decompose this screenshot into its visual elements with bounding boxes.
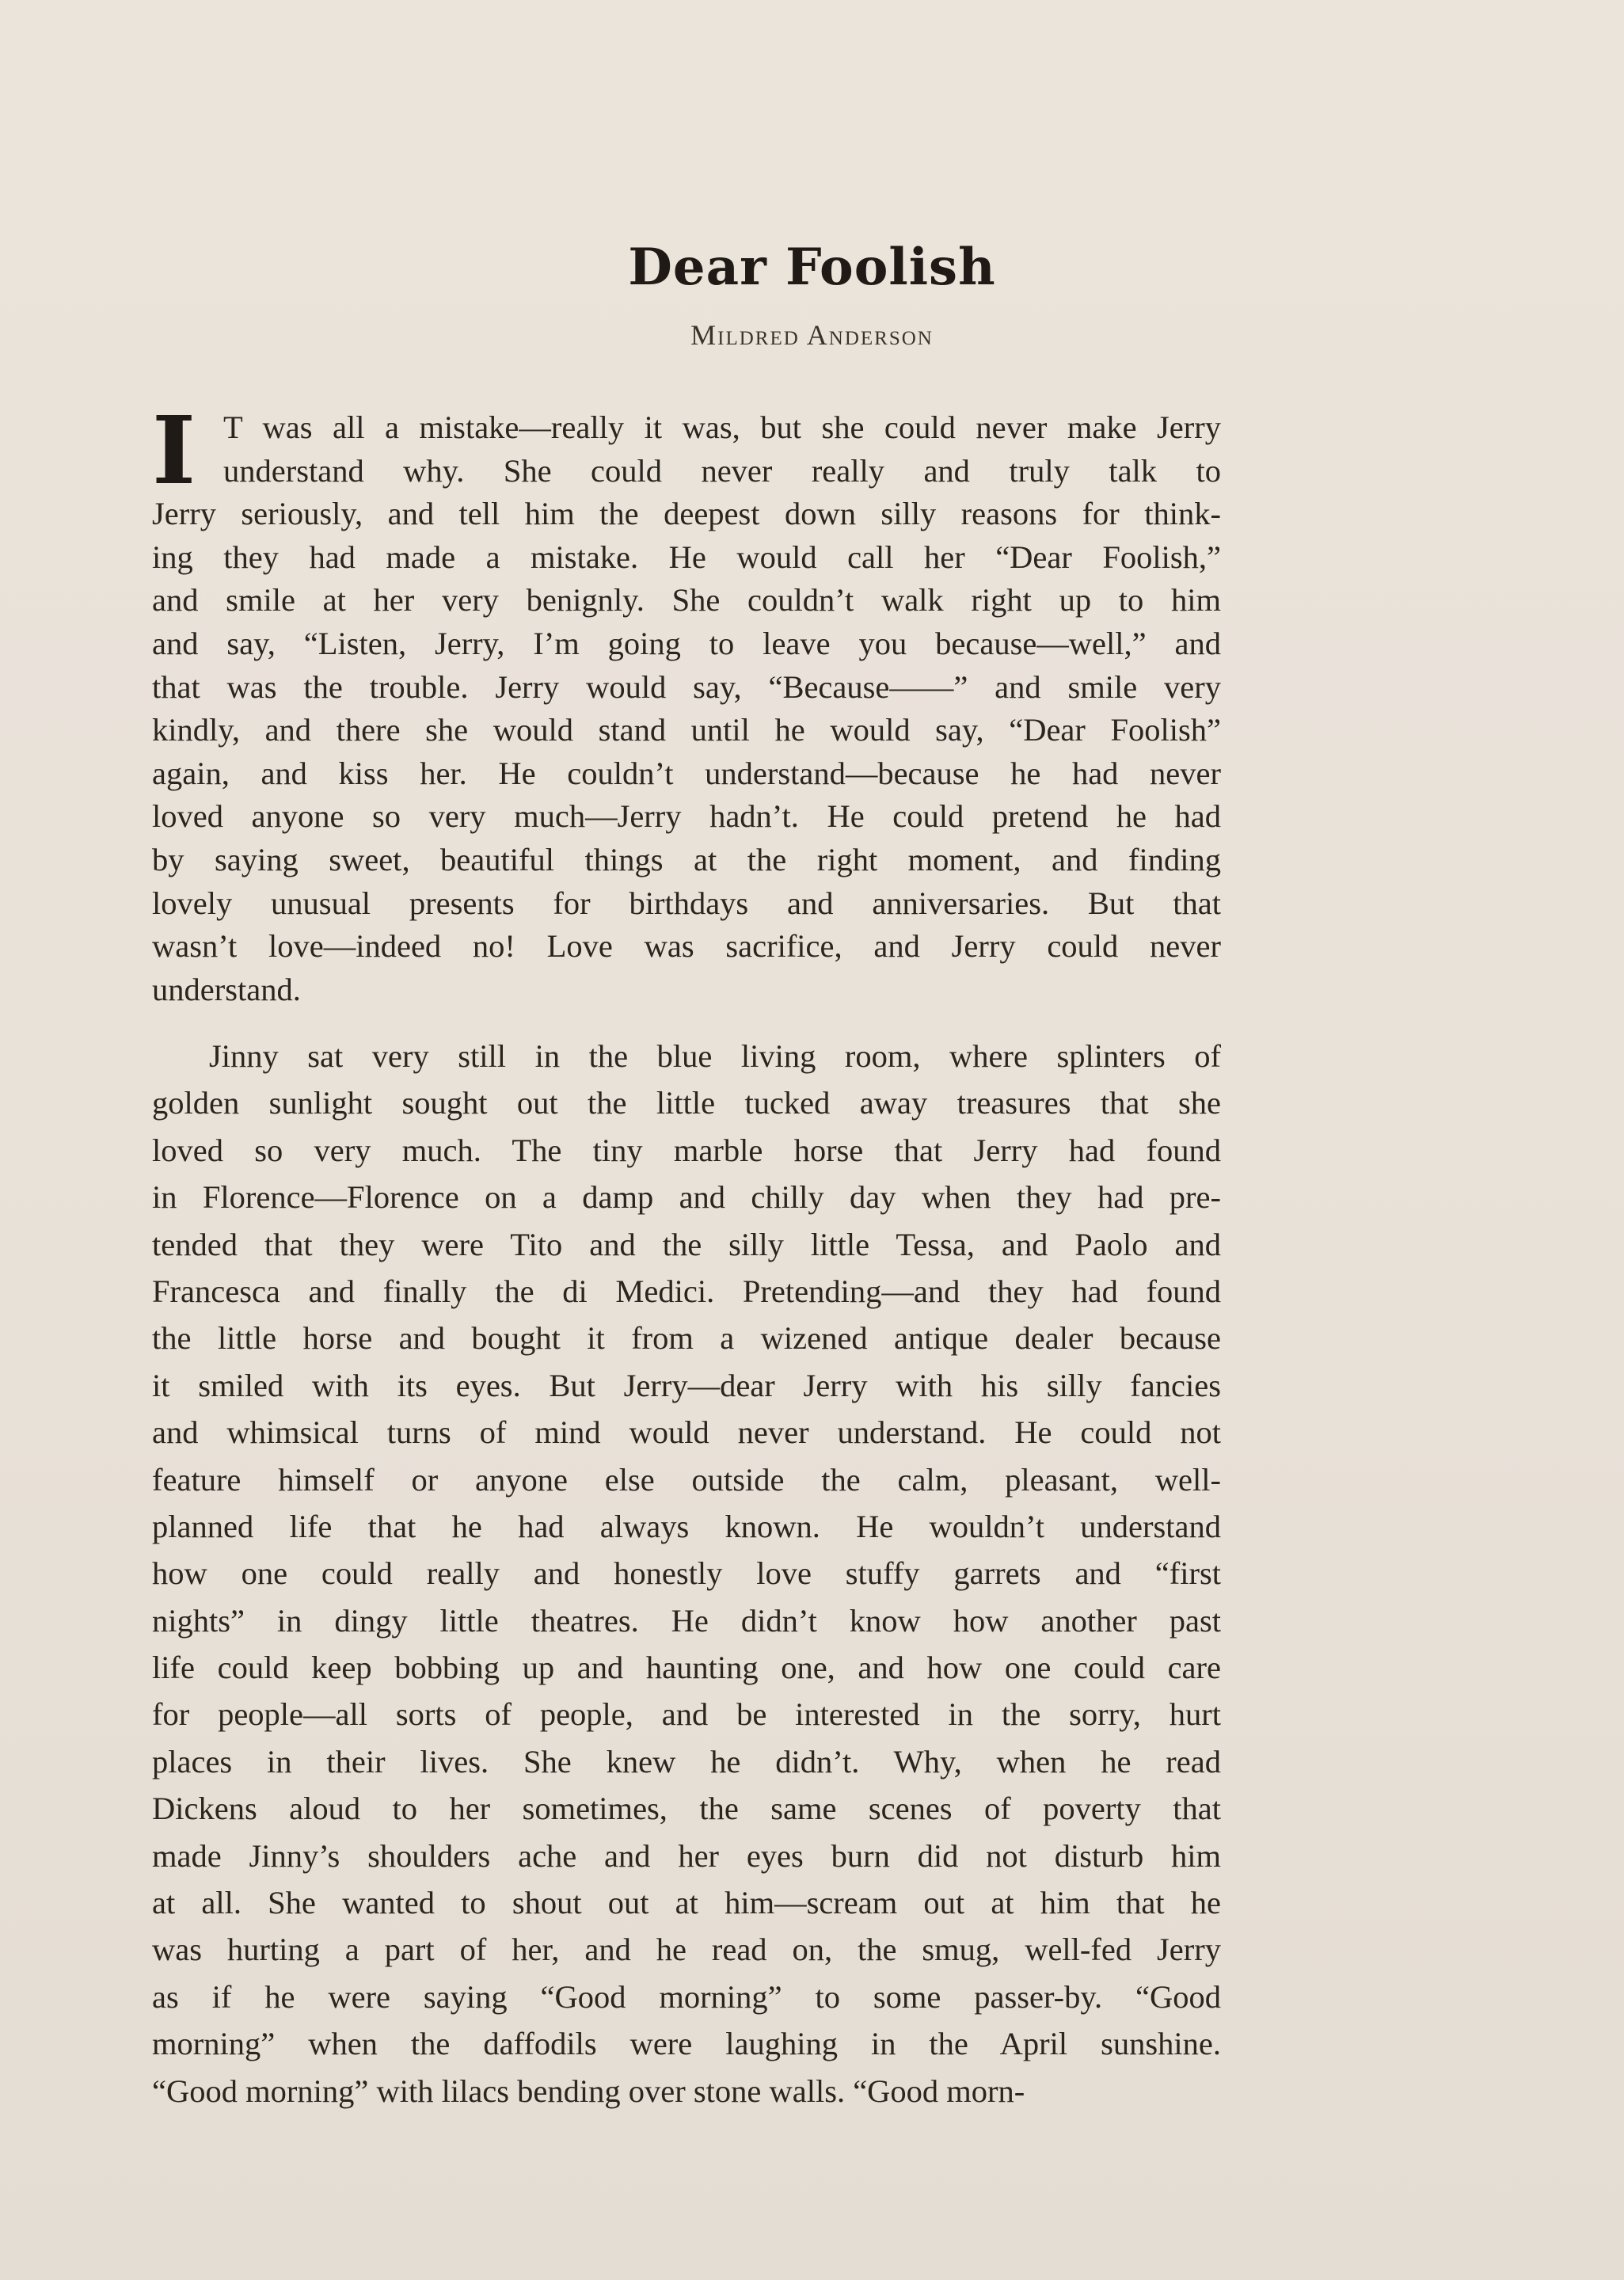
text-line: nights” in dingy little theatres. He didn’t know how another past xyxy=(152,1602,1221,1639)
text-line: places in their lives. She knew he didn’t. Why, when he read xyxy=(152,1743,1221,1779)
text-line: golden sunlight sought out the little tucked away treasures that she xyxy=(152,1085,1221,1121)
text-line: that was the trouble. Jerry would say, “Because——” and smile very xyxy=(152,668,1221,705)
story-title: Dear Foolish xyxy=(628,238,996,297)
text-line: planned life that he had always known. He wouldn’t understand xyxy=(152,1508,1221,1544)
text-line: Jerry seriously, and tell him the deepest down silly reasons for think- xyxy=(152,496,1221,532)
text-line: wasn’t love—indeed no! Love was sacrifice, and Jerry could never xyxy=(152,928,1221,965)
text-line: and whimsical turns of mind would never understand. He could not xyxy=(152,1414,1221,1451)
text-line: T was all a mistake—really it was, but she could never make Jerry xyxy=(223,409,1221,445)
text-line: “Good morning” with lilacs bending over stone walls. “Good morn- xyxy=(152,2073,1025,2109)
text-line: Francesca and finally the di Medici. Pretending—and they had found xyxy=(152,1273,1221,1309)
text-line: morning” when the daffodils were laughing in the April sunshine. xyxy=(152,2026,1221,2062)
text-line: understand why. She could never really and truly talk to xyxy=(223,452,1221,489)
text-line: kindly, and there she would stand until he would say, “Dear Foolish” xyxy=(152,712,1221,748)
text-line: by saying sweet, beautiful things at the right moment, and finding xyxy=(152,841,1221,877)
text-line: life could keep bobbing up and haunting one, and how one could care xyxy=(152,1650,1221,1686)
text-line: at all. She wanted to shout out at him—scream out at him that he xyxy=(152,1885,1221,1921)
text-line: for people—all sorts of people, and be interested in the sorry, hurt xyxy=(152,1696,1221,1733)
text-line: was hurting a part of her, and he read on, the smug, well-fed Jerry xyxy=(152,1932,1221,1968)
text-line: and smile at her very benignly. She couldn’t walk right up to him xyxy=(152,582,1221,619)
text-line: ing they had made a mistake. He would call her “Dear Foolish,” xyxy=(152,539,1221,575)
text-line: Dickens aloud to her sometimes, the same scenes of poverty that xyxy=(152,1791,1221,1827)
text-line: understand. xyxy=(152,971,301,1007)
drop-cap: I xyxy=(152,395,196,505)
text-line: made Jinny’s shoulders ache and her eyes burn did not disturb him xyxy=(152,1837,1221,1874)
text-line: as if he were saying “Good morning” to some passer-by. “Good xyxy=(152,1978,1221,2015)
paragraph-2 xyxy=(152,1033,1221,2114)
author-byline: Mildred Anderson xyxy=(690,319,934,351)
paragraph-1 xyxy=(152,395,1221,1011)
text-line: loved anyone so very much—Jerry hadn’t. He could pretend he had xyxy=(152,798,1221,835)
text-line: Jinny sat very still in the blue living room, where splinters of xyxy=(209,1038,1221,1074)
text-line: tended that they were Tito and the silly little Tessa, and Paolo and xyxy=(152,1226,1221,1262)
text-line: in Florence—Florence on a damp and chilly day when they had pre- xyxy=(152,1179,1221,1216)
text-line: lovely unusual presents for birthdays and anniversaries. But that xyxy=(152,885,1221,921)
text-line: the little horse and bought it from a wizened antique dealer because xyxy=(152,1320,1221,1357)
text-line: feature himself or anyone else outside the calm, pleasant, well- xyxy=(152,1461,1221,1498)
text-line: and say, “Listen, Jerry, I’m going to leave you because—well,” and xyxy=(152,625,1221,661)
text-line: again, and kiss her. He couldn’t understand—because he had never xyxy=(152,755,1221,791)
text-line: how one could really and honestly love stuffy garrets and “first xyxy=(152,1555,1221,1592)
text-line: it smiled with its eyes. But Jerry—dear Jerry with his silly fancies xyxy=(152,1367,1221,1403)
text-line: loved so very much. The tiny marble horse that Jerry had found xyxy=(152,1132,1221,1168)
